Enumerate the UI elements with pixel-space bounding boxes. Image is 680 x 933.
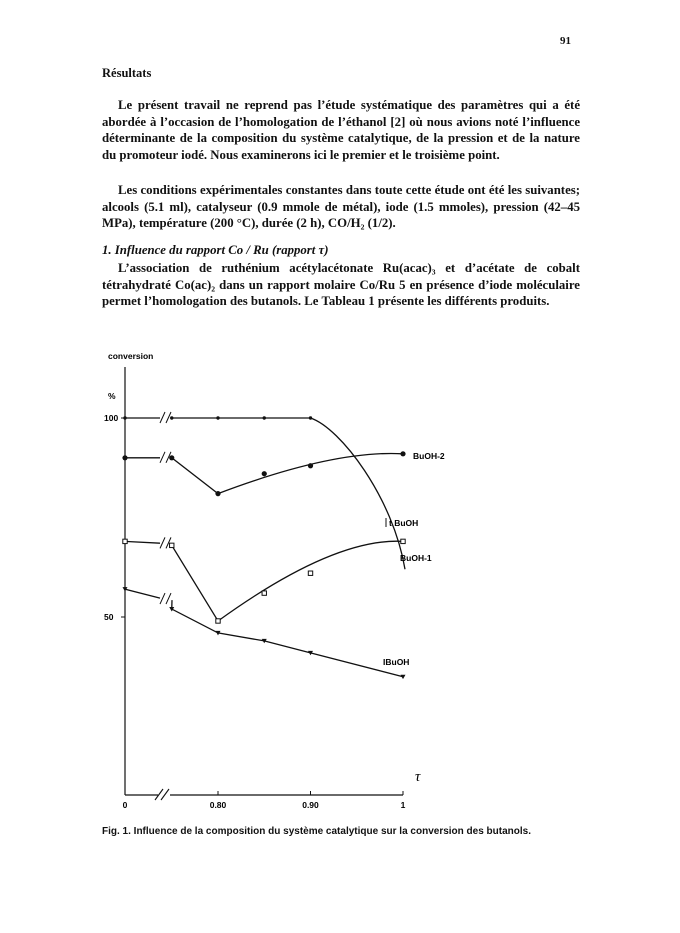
- x-tick-label: 0: [122, 800, 128, 810]
- y-axis-unit: %: [108, 391, 116, 401]
- series-line-left: [125, 541, 160, 543]
- subsection-heading: 1. Influence du rapport Co / Ru (rapport τ): [102, 243, 329, 257]
- series-buoh-2: [122, 451, 405, 496]
- data-point: [170, 416, 173, 419]
- data-point: [122, 455, 127, 460]
- data-point: [169, 455, 174, 460]
- series-label: BuOH-1: [400, 553, 432, 563]
- data-point: [400, 451, 405, 456]
- y-tick-label: 100: [104, 413, 119, 423]
- x-axis-label: τ: [415, 769, 421, 785]
- series-line-right: [172, 418, 405, 569]
- y-axis-label: conversion: [108, 351, 154, 361]
- data-point: [216, 416, 219, 419]
- paragraph-3: L’association de ruthénium acétylacétonate Ru(acac)₃ et d’acétate de cobalt tétrahydraté Co(ac)₂ dans un rapport molaire Co/Ru 5 en présence d’iode moléculaire permet l’homologation des butanols. Le Tableau 1 présente les différents produits.: [102, 261, 580, 309]
- data-point: [215, 491, 220, 496]
- data-point: [262, 591, 266, 595]
- series-line-right: [172, 453, 403, 493]
- x-tick-label: 0.80: [209, 800, 227, 810]
- data-point: [308, 463, 313, 468]
- data-point: [123, 416, 126, 419]
- data-point: [123, 539, 127, 543]
- series-label: BuOH-2: [413, 451, 445, 461]
- figure-caption: Fig. 1. Influence de la composition du système catalytique sur la conversion des butanols.: [102, 826, 531, 837]
- chart-series: [122, 412, 405, 679]
- section-heading: Résultats: [102, 66, 152, 80]
- series-ibuoh: [123, 587, 406, 679]
- chart-labels: [104, 351, 445, 810]
- series-label: IBuOH: [383, 657, 410, 667]
- data-point: [263, 416, 266, 419]
- data-point: [308, 571, 312, 575]
- chart-axes: [121, 367, 403, 800]
- series-break-mark: [160, 593, 171, 604]
- x-tick-label: 1: [400, 800, 406, 810]
- series-line-left: [125, 589, 160, 598]
- data-point: [309, 416, 312, 419]
- conversion-chart: [0, 345, 680, 815]
- figure-1: [0, 345, 680, 815]
- data-point: [216, 619, 220, 623]
- paragraph-1: Le présent travail ne reprend pas l’étude systématique des paramètres qui a été abordée à l’occasion de l’homologation de l’éthanol [2] où nous avions noté l’influence déterminante de la composition du système catalytique, de la pression et de la nature du promoteur iodé. Nous examinerons ici le premier et le troisième point.: [102, 98, 580, 162]
- y-tick-label: 50: [104, 612, 114, 622]
- series-line-right: [172, 600, 403, 677]
- page-number: 91: [560, 35, 571, 47]
- series-buoh-1: [123, 537, 405, 623]
- data-point: [170, 543, 174, 547]
- x-tick-label: 0.90: [302, 800, 319, 810]
- series-line-right: [172, 541, 403, 621]
- paragraph-2: Les conditions expérimentales constantes dans toute cette étude ont été les suivantes; alcools (5.1 ml), catalyseur (0.9 mmole de métal), iode (1.5 mmoles), pression (42–45 MPa), température (200 °C), durée (2 h), CO/H₂ (1/2).: [102, 183, 580, 231]
- data-point: [401, 539, 405, 543]
- data-point: [262, 471, 267, 476]
- series-label: t BuOH: [389, 518, 419, 528]
- series-break-mark: [160, 412, 171, 423]
